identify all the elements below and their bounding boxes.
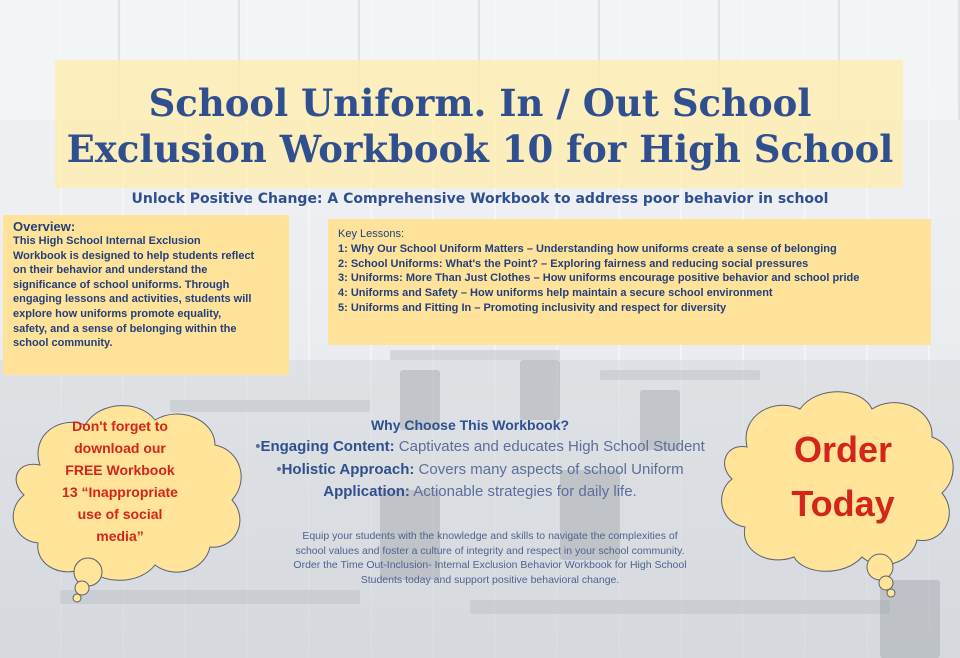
title-line-1: School Uniform. In / Out School	[148, 81, 812, 125]
overview-line: This High School Internal Exclusion	[13, 235, 201, 247]
note-line: Don't forget to	[72, 418, 168, 434]
order-line: Order	[793, 429, 893, 470]
order-today-callout[interactable]	[738, 423, 948, 531]
page-title	[40, 80, 920, 172]
note-line: use of social	[77, 506, 163, 522]
desk	[390, 350, 560, 360]
bullet: •	[255, 438, 261, 455]
overview-line: safety, and a sense of belonging within the	[13, 322, 237, 335]
why-item-text: Covers many aspects of school Uniform	[414, 461, 684, 478]
note-line: FREE Workbook	[65, 462, 175, 478]
cta-line: Students today and support positive behavioral change.	[360, 573, 620, 586]
cta-line: school values and foster a culture of integrity and respect in your school community.	[295, 544, 685, 557]
why-item	[200, 483, 760, 500]
subtitle: Unlock Positive Change: A Comprehensive Workbook to address poor behavior in school	[131, 191, 829, 207]
call-to-action-text	[240, 529, 740, 587]
thought-bubble	[879, 576, 893, 590]
overview-body	[13, 234, 281, 351]
why-item	[200, 438, 760, 455]
cta-line: Equip your students with the knowledge and skills to navigate the complexities of	[302, 530, 678, 542]
why-item-label: Engaging Content:	[260, 438, 395, 455]
key-lessons-box	[328, 219, 931, 345]
overview-line: on their behavior and understand the	[13, 264, 208, 277]
why-item-text: Captivates and educates High School Student	[394, 438, 705, 455]
why-item-text: Actionable strategies for daily life.	[409, 483, 637, 500]
thought-bubble	[867, 554, 893, 580]
free-workbook-note	[40, 415, 200, 547]
overview-line: explore how uniforms promote equality,	[13, 307, 222, 320]
note-line: media”	[96, 528, 144, 544]
why-heading: Why Choose This Workbook?	[370, 417, 570, 433]
overview-line: Workbook is designed to help students reflect	[13, 249, 255, 262]
lesson-item: 3: Uniforms: More Than Just Clothes – How uniforms encourage positive behavior and school pride	[338, 272, 860, 285]
why-item-label: Holistic Approach:	[281, 461, 415, 478]
bullet: •	[276, 461, 282, 478]
order-line: Today	[791, 483, 895, 524]
chair	[520, 360, 560, 420]
note-line: download our	[74, 440, 166, 456]
overview-line: significance of school uniforms. Through	[13, 278, 230, 291]
lesson-item: 2: School Uniforms: What's the Point? – Exploring fairness and reducing social pressures	[338, 257, 809, 270]
why-item	[200, 461, 760, 478]
title-line-2: Exclusion Workbook 10 for High School	[66, 127, 894, 171]
thought-bubble	[75, 581, 89, 595]
overview-line: engaging lessons and activities, students will	[13, 293, 252, 306]
overview-line: school community.	[13, 337, 113, 350]
key-lessons-heading: Key Lessons:	[338, 228, 405, 240]
desk	[600, 370, 760, 380]
lesson-item: 1: Why Our School Uniform Matters – Understanding how uniforms create a sense of belonging	[338, 242, 837, 255]
thought-bubble	[73, 594, 81, 602]
why-item-label: Application:	[323, 483, 410, 500]
lesson-item: 4: Uniforms and Safety – How uniforms help maintain a secure school environment	[338, 287, 773, 300]
cta-line: Order the Time Out-Inclusion- Internal Exclusion Behavior Workbook for High School	[293, 559, 687, 571]
desk	[470, 600, 890, 614]
overview-heading: Overview:	[13, 219, 76, 234]
overview-box	[3, 215, 289, 375]
note-line: 13 “Inappropriate	[62, 484, 178, 500]
thought-bubble	[887, 589, 895, 597]
lesson-item: 5: Uniforms and Fitting In – Promoting inclusivity and respect for diversity	[338, 301, 727, 314]
